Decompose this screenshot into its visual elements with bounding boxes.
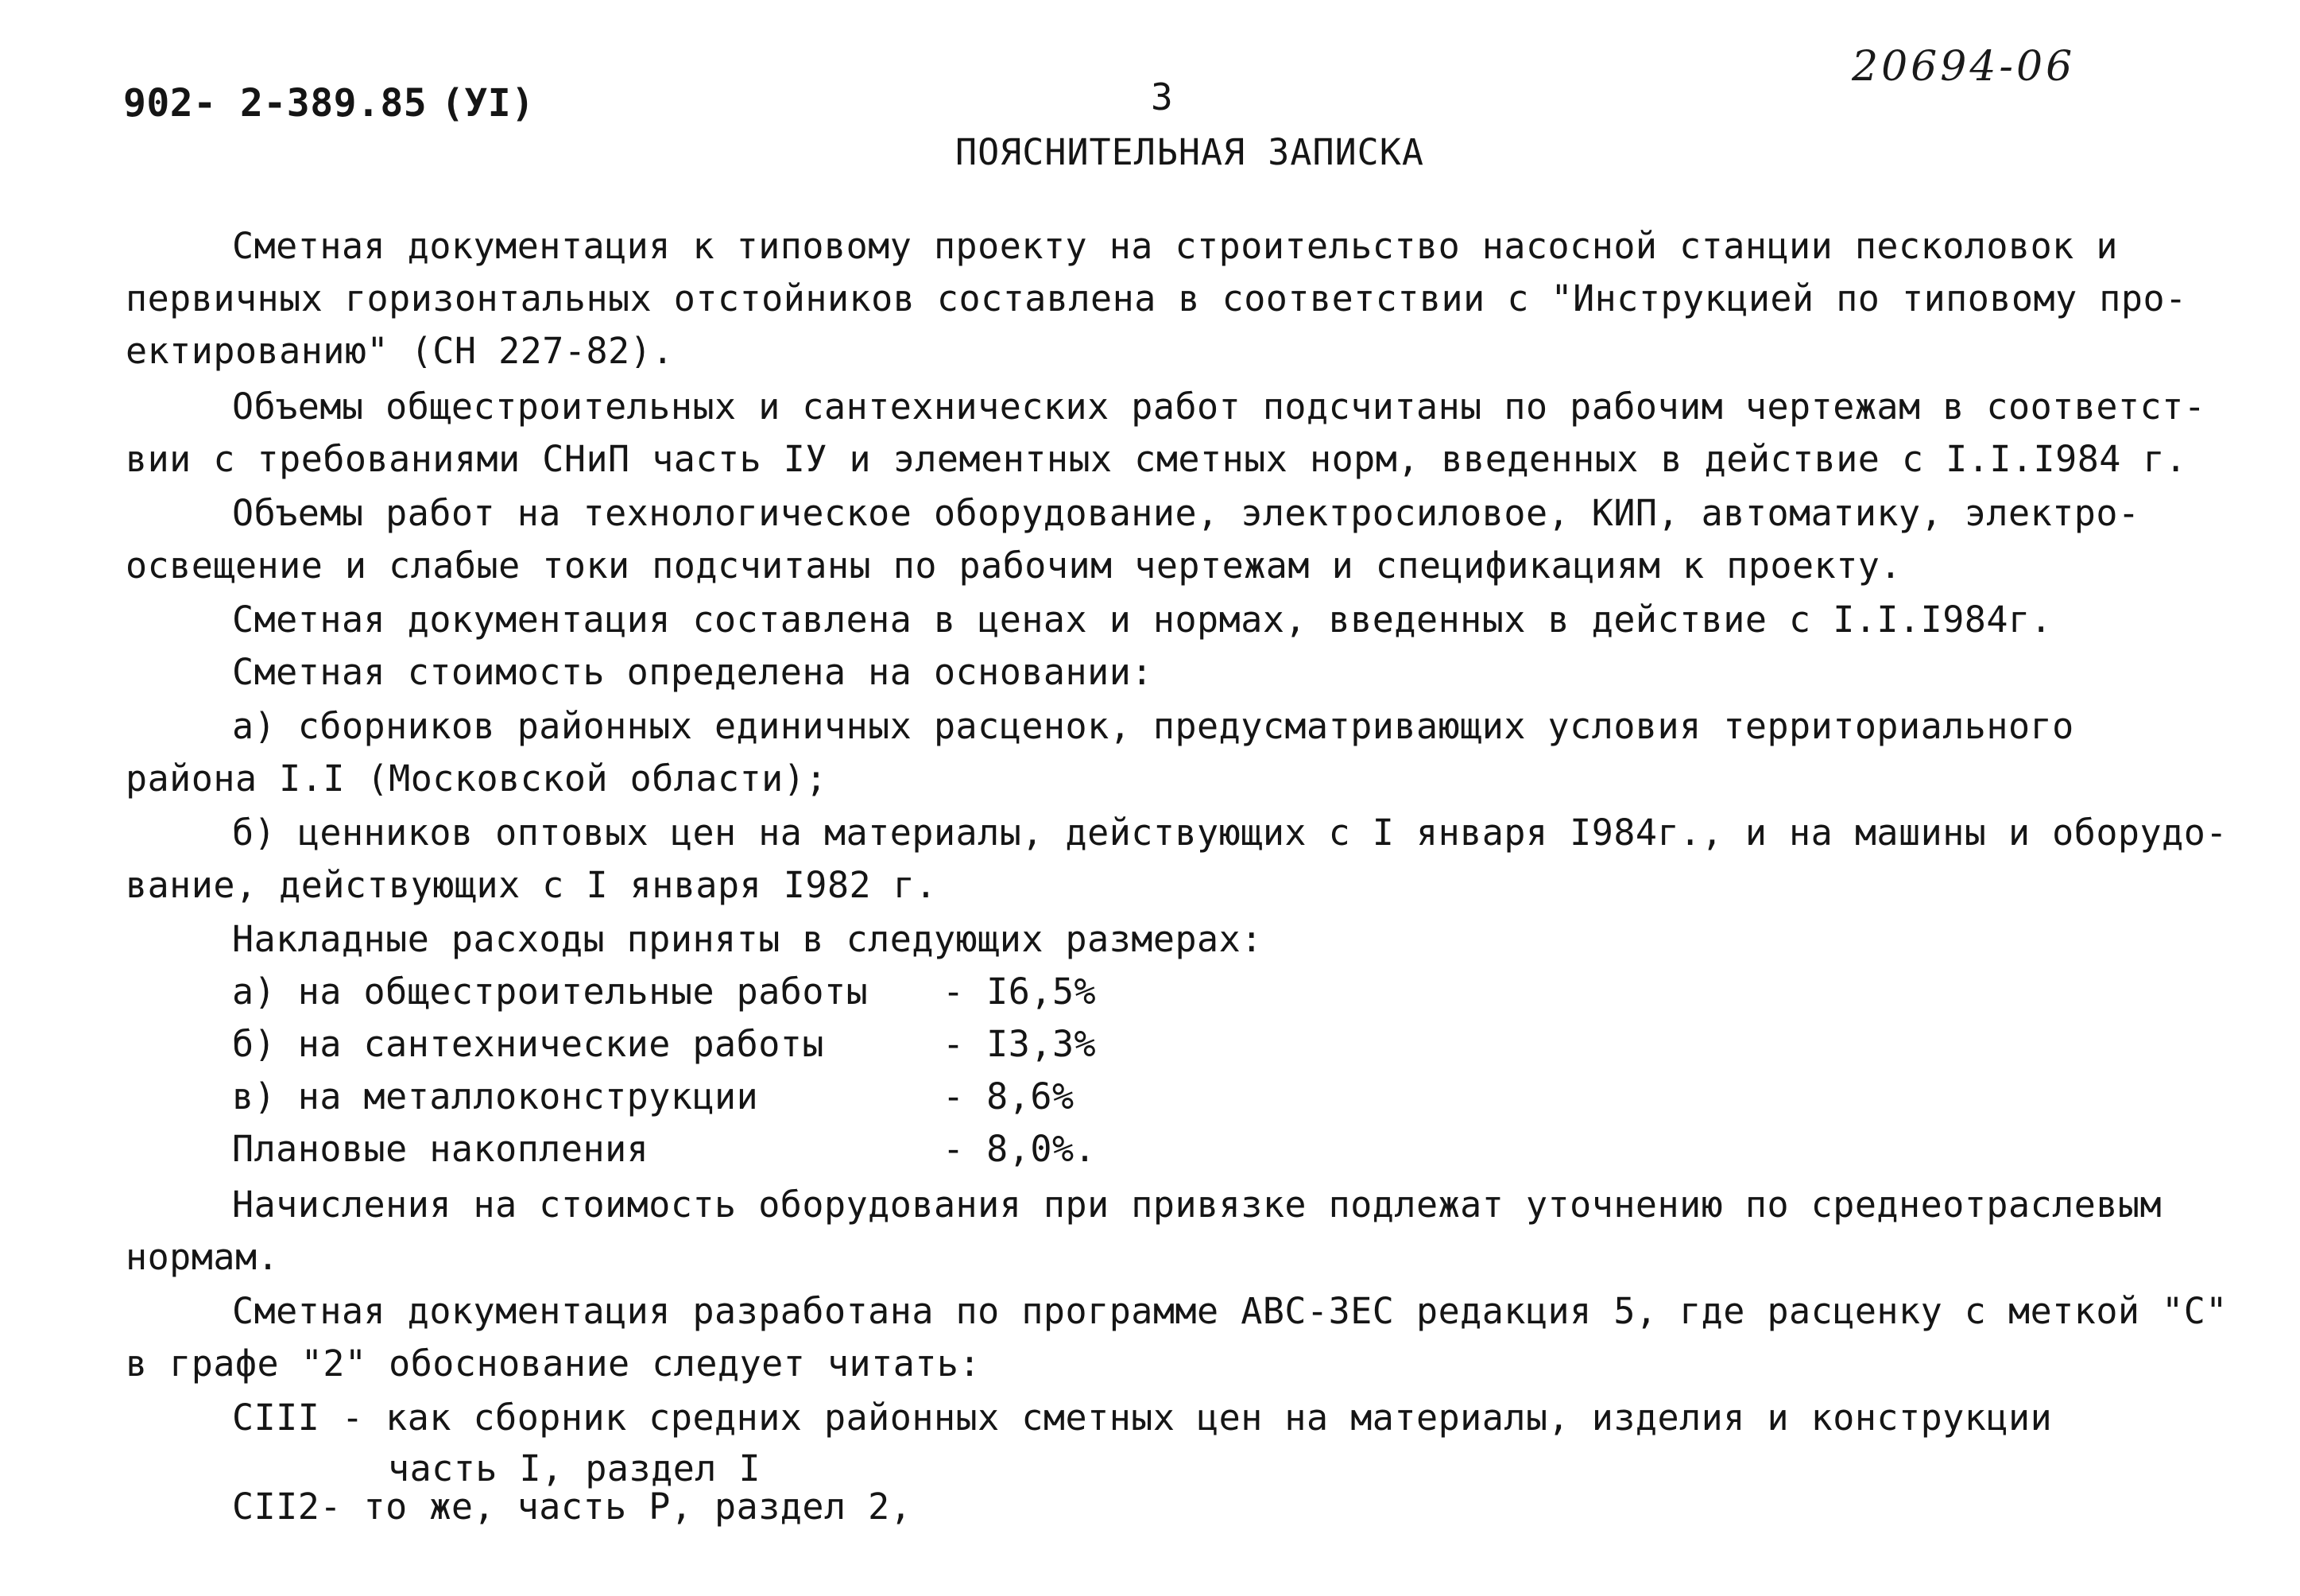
- code-c111-subline: часть I, раздел I: [388, 1447, 761, 1489]
- overhead-label: а) на общестроительные работы: [232, 970, 869, 1013]
- paragraph-10-line-1: Сметная документация разработана по программе АВС-3ЕС редакция 5, где расценку с меткой "С": [232, 1290, 2228, 1332]
- document-code: 902- 2-389.85: [123, 81, 428, 126]
- overhead-value: - 8,0%.: [943, 1128, 1097, 1170]
- paragraph-7-line-1: б) ценников оптовых цен на материалы, действующих с I января I984г., и на машины и оборудо-: [232, 812, 2228, 854]
- paragraph-3-line-1: Объемы работ на технологическое оборудование, электросиловое, КИП, автоматику, электро-: [232, 492, 2140, 534]
- document-part: (УI): [441, 81, 535, 126]
- paragraph-6-line-2: района I.I (Московской области);: [126, 757, 827, 800]
- paragraph-9-line-1: Начисления на стоимость оборудования при привязке подлежат уточнению по среднеотраслевым: [232, 1183, 2163, 1226]
- overhead-label: в) на металлоконструкции: [232, 1075, 759, 1118]
- overhead-label: б) на сантехнические работы: [232, 1023, 824, 1065]
- page-number: 3: [1151, 76, 1174, 118]
- code-c112: CII2- то же, часть P, раздел 2,: [232, 1486, 912, 1528]
- paragraph-4: Сметная документация составлена в ценах и нормах, введенных в действие с I.I.I984г.: [232, 598, 2053, 641]
- page-title: ПОЯСНИТЕЛЬНАЯ ЗАПИСКА: [955, 131, 1424, 173]
- paragraph-8: Накладные расходы приняты в следующих размерах:: [232, 918, 1263, 960]
- paragraph-1-line-2: первичных горизонтальных отстойников составлена в соответствии с "Инструкцией по типовому про-: [126, 277, 2187, 320]
- code-c111: CIII - как сборник средних районных сметных цен на материалы, изделия и конструкции: [232, 1396, 2053, 1439]
- overhead-value: - 8,6%: [943, 1075, 1074, 1118]
- paragraph-1-line-1: Сметная документация к типовому проекту на строительство насосной станции песколовок и: [232, 225, 2118, 267]
- overhead-value: - I6,5%: [943, 970, 1097, 1013]
- paragraph-2-line-1: Объемы общестроительных и сантехнических работ подсчитаны по рабочим чертежам в соответст-: [232, 385, 2206, 428]
- paragraph-9-line-2: нормам.: [126, 1236, 280, 1278]
- handwritten-number: 20694-06: [1852, 43, 2076, 91]
- paragraph-6-line-1: а) сборников районных единичных расценок, предусматривающих условия территориального: [232, 705, 2074, 747]
- paragraph-10-line-2: в графе "2" обоснование следует читать:: [126, 1342, 982, 1385]
- paragraph-5: Сметная стоимость определена на основании:: [232, 651, 1153, 693]
- overhead-label: Плановые накопления: [232, 1128, 649, 1170]
- paragraph-2-line-2: вии с требованиями СНиП часть IУ и элементных сметных норм, введенных в действие с I.I.I984 г.: [126, 438, 2187, 480]
- paragraph-3-line-2: освещение и слабые токи подсчитаны по рабочим чертежам и спецификациям к проекту.: [126, 544, 1902, 587]
- paragraph-7-line-2: вание, действующих с I января I982 г.: [126, 864, 937, 906]
- overhead-value: - I3,3%: [943, 1023, 1097, 1065]
- paragraph-1-line-3: ектированию" (СН 227-82).: [126, 330, 674, 372]
